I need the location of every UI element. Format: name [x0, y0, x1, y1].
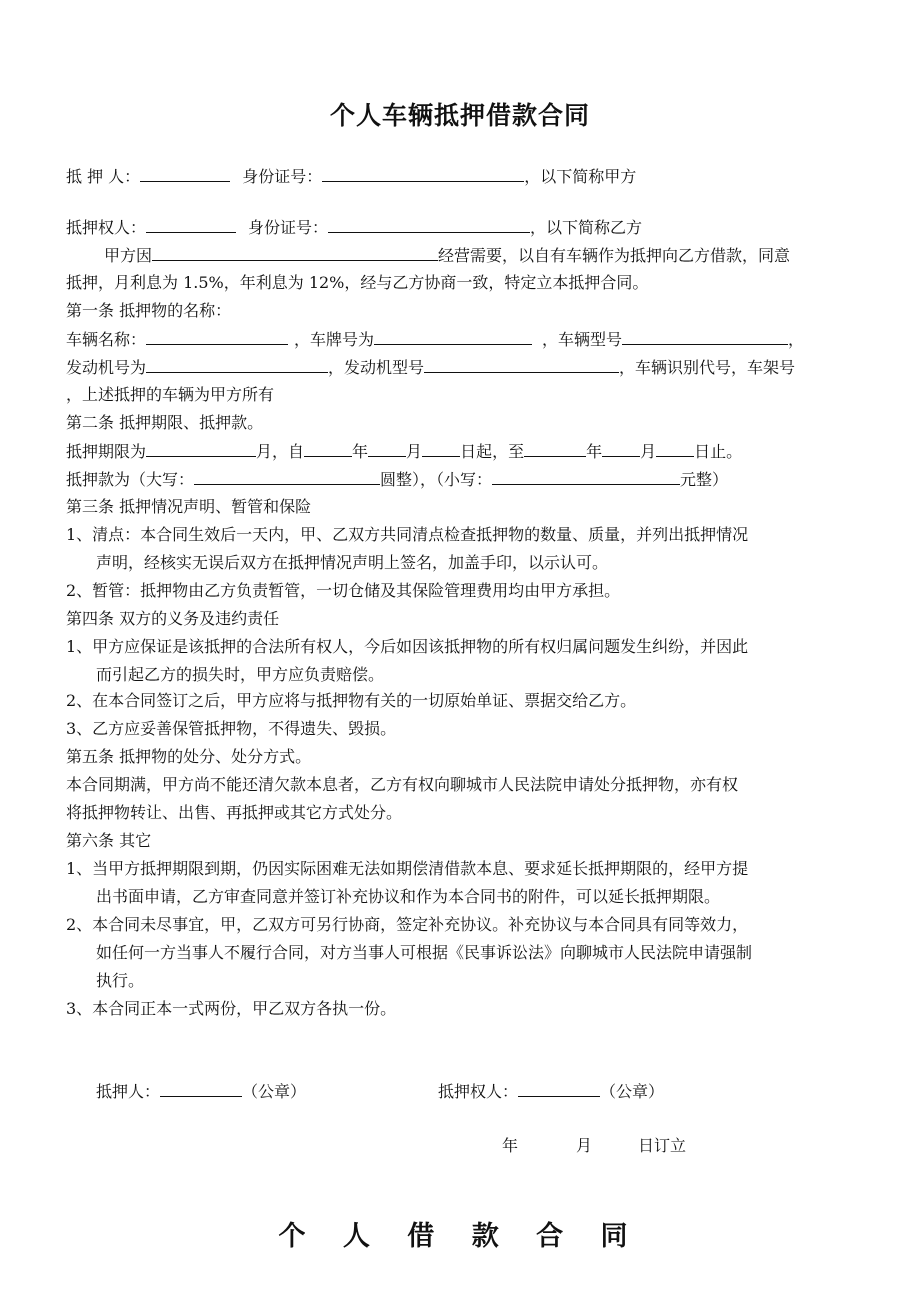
vehicle-name-blank[interactable] [146, 329, 288, 345]
second-contract-title: 个 人 借 款 合 同 [278, 1221, 642, 1252]
contract-title: 个人车辆抵押借款合同 [329, 101, 590, 130]
signing-date: 年 月 日订立 [502, 1136, 687, 1155]
article-4-item-3: 3、乙方应妥善保管抵押物，不得遗失、毁损。 [66, 719, 397, 738]
start-day-blank[interactable] [422, 441, 460, 457]
pledger-signature-blank[interactable] [160, 1081, 242, 1097]
article-1-heading: 第一条 抵押物的名称： [66, 301, 232, 320]
amount-words-blank[interactable] [194, 469, 380, 485]
intro-line-1: 甲方因 经营需要，以自有车辆作为抵押向乙方借款，同意 [104, 246, 791, 265]
id-label: 身份证号： [248, 218, 329, 237]
period-months-blank[interactable] [146, 441, 256, 457]
start-year-blank[interactable] [304, 441, 352, 457]
pledger-id-blank[interactable] [322, 166, 524, 182]
party-b-suffix: ，以下简称乙方 [530, 218, 643, 237]
amount-line: 抵押款为（大写： 圆整），（小写： 元整） [66, 470, 729, 489]
business-blank[interactable] [152, 245, 438, 261]
id-label: 身份证号： [242, 167, 323, 186]
pledgee-signature-blank[interactable] [518, 1081, 600, 1097]
vehicle-line-2: 发动机号为 ，发动机型号 ，车辆识别代号，车架号 [66, 358, 796, 377]
article-3-item-1: 1、清点：本合同生效后一天内，甲、乙双方共同清点检查抵押物的数量、质量，并列出抵押情况 [66, 525, 749, 544]
article-6-item-2-cont2: 执行。 [96, 971, 145, 990]
pledger-label: 抵 押 人： [66, 167, 141, 186]
period-line: 抵押期限为 月，自 年 月 日起，至 年 月 日止。 [66, 442, 743, 461]
article-4-item-2: 2、在本合同签订之后，甲方应将与抵押物有关的一切原始单证、票据交给乙方。 [66, 691, 637, 710]
party-a-line [66, 166, 636, 187]
article-2-heading: 第二条 抵押期限、抵押款。 [66, 413, 264, 432]
pledgee-signature: 抵押权人： （公章） [438, 1082, 665, 1101]
article-5-heading: 第五条 抵押物的处分、处分方式。 [66, 747, 312, 766]
article-6-item-2: 2、本合同未尽事宜，甲，乙双方可另行协商，签定补充协议。补充协议与本合同具有同等效力， [66, 915, 749, 934]
article-3-item-2: 2、暂管：抵押物由乙方负责暂管，一切仓储及其保险管理费用均由甲方承担。 [66, 581, 621, 600]
article-5-line-2: 将抵押物转让、出售、再抵押或其它方式处分。 [66, 803, 403, 822]
model-blank[interactable] [622, 329, 788, 345]
party-a-suffix: ，以下简称甲方 [524, 167, 637, 186]
end-year-blank[interactable] [524, 441, 586, 457]
article-6-item-2-cont: 如任何一方当事人不履行合同，对方当事人可根据《民事诉讼法》向聊城市人民法院申请强制 [96, 943, 753, 962]
pledgee-name-blank[interactable] [146, 217, 236, 233]
start-month-blank[interactable] [368, 441, 406, 457]
article-6-item-1-cont: 出书面申请，乙方审查同意并签订补充协议和作为本合同书的附件，可以延长抵押期限。 [96, 887, 721, 906]
article-4-item-1-cont: 而引起乙方的损失时，甲方应负责赔偿。 [96, 665, 385, 684]
article-3-item-1-cont: 声明，经核实无误后双方在抵押情况声明上签名，加盖手印，以示认可。 [96, 553, 609, 572]
article-6-item-3: 3、本合同正本一式两份，甲乙双方各执一份。 [66, 999, 397, 1018]
article-6-heading: 第六条 其它 [66, 831, 152, 850]
party-b-line [66, 217, 642, 238]
plate-blank[interactable] [374, 329, 532, 345]
pledger-signature: 抵押人： （公章） [96, 1082, 307, 1101]
engine-model-blank[interactable] [424, 357, 619, 373]
intro-line-2: 抵押，月利息为 1.5%，年利息为 12%，经与乙方协商一致，特定立本抵押合同。 [66, 273, 649, 292]
amount-figures-blank[interactable] [492, 469, 680, 485]
vehicle-line-3: ，上述抵押的车辆为甲方所有 [66, 385, 275, 404]
article-3-heading: 第三条 抵押情况声明、暂管和保险 [66, 497, 312, 516]
pledger-name-blank[interactable] [140, 166, 230, 182]
pledgee-id-blank[interactable] [328, 217, 530, 233]
vehicle-line-1: 车辆名称： ，车牌号为 ，车辆型号 ， [66, 330, 805, 349]
article-6-item-1: 1、当甲方抵押期限到期，仍因实际困难无法如期偿清借款本息、要求延长抵押期限的，经甲方提 [66, 859, 749, 878]
end-day-blank[interactable] [656, 441, 694, 457]
engine-no-blank[interactable] [146, 357, 328, 373]
article-4-heading: 第四条 双方的义务及违约责任 [66, 609, 280, 628]
article-4-item-1: 1、甲方应保证是该抵押的合法所有权人，今后如因该抵押物的所有权归属问题发生纠纷，并因此 [66, 637, 749, 656]
article-5-line-1: 本合同期满，甲方尚不能还清欠款本息者，乙方有权向聊城市人民法院申请处分抵押物，亦有权 [66, 775, 739, 794]
end-month-blank[interactable] [602, 441, 640, 457]
pledgee-label: 抵押权人： [66, 218, 147, 237]
